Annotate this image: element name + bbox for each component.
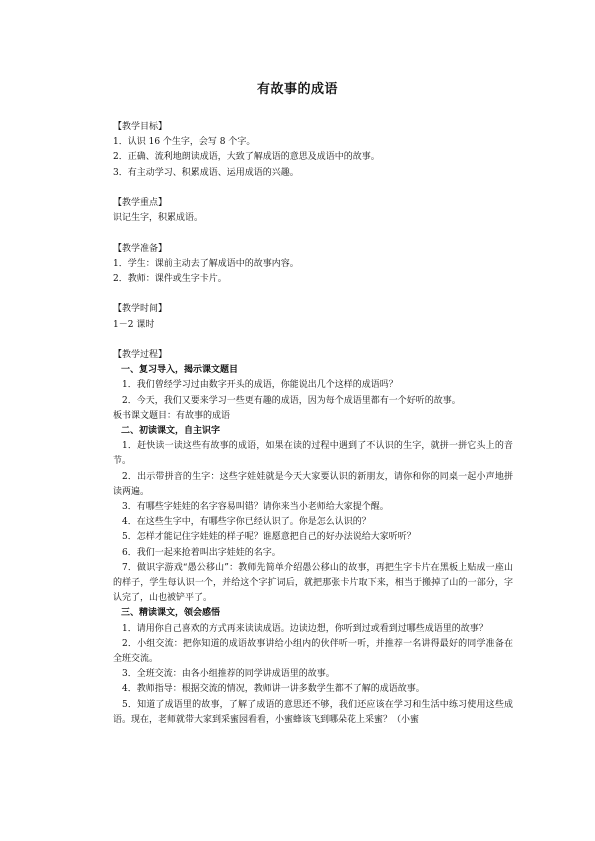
focus-text: 识记生字，积累成语。	[113, 213, 204, 224]
process-part-title: 一、复习导入，揭示课文题目	[121, 365, 239, 376]
section-heading-goals: 【教学目标】	[113, 122, 168, 132]
process-item: 5．知道了成语里的故事，了解了成语的意思还不够，我们还应该在学习和生活中练习使用这些成语。现在，老师就带大家到采蜜园看看，小蜜蜂该飞到哪朵花上采蜜？（小蜜	[113, 699, 513, 725]
document-title: 有故事的成语	[256, 82, 338, 97]
process-item: 1．请用你自己喜欢的方式再来读读成语。边读边想，你听到过或看到过哪些成语里的故事？	[122, 623, 488, 634]
process-item: 4．教师指导：根据交流的情况，教师讲一讲多数学生都不了解的成语故事。	[122, 684, 425, 695]
process-part-title: 三、精读课文，领会感悟	[121, 608, 221, 619]
goal-item: 2．正确、流利地朗读成语，大致了解成语的意思及成语中的故事。	[113, 152, 380, 163]
process-item: 板书课文题目：有故事的成语	[113, 410, 231, 421]
process-item: 3．有哪些字娃娃的名字容易叫错？请你来当小老师给大家提个醒。	[122, 502, 389, 513]
section-heading-focus: 【教学重点】	[113, 198, 168, 208]
section-heading-time: 【教学时间】	[113, 304, 168, 315]
process-item: 5．怎样才能记住字娃娃的样子呢？谁愿意把自己的好办法说给大家听听？	[122, 532, 416, 543]
prep-item: 2．教师：课件或生字卡片。	[113, 274, 227, 284]
process-item: 1．赶快读一读这些有故事的成语，如果在读的过程中遇到了不认识的生字，就拼一拼它头上的音节。	[113, 441, 513, 467]
process-item: 1．我们曾经学习过由数字开头的成语，你能说出几个这样的成语吗？	[122, 380, 398, 391]
goal-item: 3．有主动学习、积累成语、运用成语的兴趣。	[113, 167, 299, 178]
process-item: 6．我们一起来抢着叫出字娃娃的名字。	[122, 547, 281, 558]
prep-item: 1．学生：课前主动去了解成语中的故事内容。	[113, 258, 299, 269]
goal-item: 1．认识 16 个生字，会写 8 个字。	[113, 137, 256, 148]
section-heading-prep: 【教学准备】	[113, 243, 168, 254]
process-item: 2．出示带拼音的生字：这些字娃娃就是今天大家要认识的新朋友，请你和你的同桌一起小声地拼读两遍。	[113, 471, 513, 497]
document-body	[113, 120, 513, 728]
process-part-title: 二、初读课文，自主识字	[121, 426, 221, 436]
process-item: 3．全班交流：由各小组推荐的同学讲成语里的故事。	[122, 669, 335, 680]
process-item: 7．做识字游戏“愚公移山”：教师先简单介绍愚公移山的故事，再把生字卡片在黑板上贴成一座山的样子，学生每认识一个，并给这个字扩词后，就把那张卡片取下来，相当于搬掉了山的一部分，字认完了，山也被铲平了。	[113, 562, 513, 604]
time-text: 1－2 课时	[113, 319, 155, 330]
section-heading-process: 【教学过程】	[113, 349, 168, 360]
process-item: 2．今天，我们又要来学习一些更有趣的成语，因为每个成语里都有一个好听的故事。	[122, 395, 461, 406]
process-item: 4．在这些生字中，有哪些字你已经认识了。你是怎么认识的？	[122, 517, 371, 528]
process-item: 2．小组交流：把你知道的成语故事讲给小组内的伙伴听一听，并推荐一名讲得最好的同学准备在全班交流。	[113, 638, 513, 665]
